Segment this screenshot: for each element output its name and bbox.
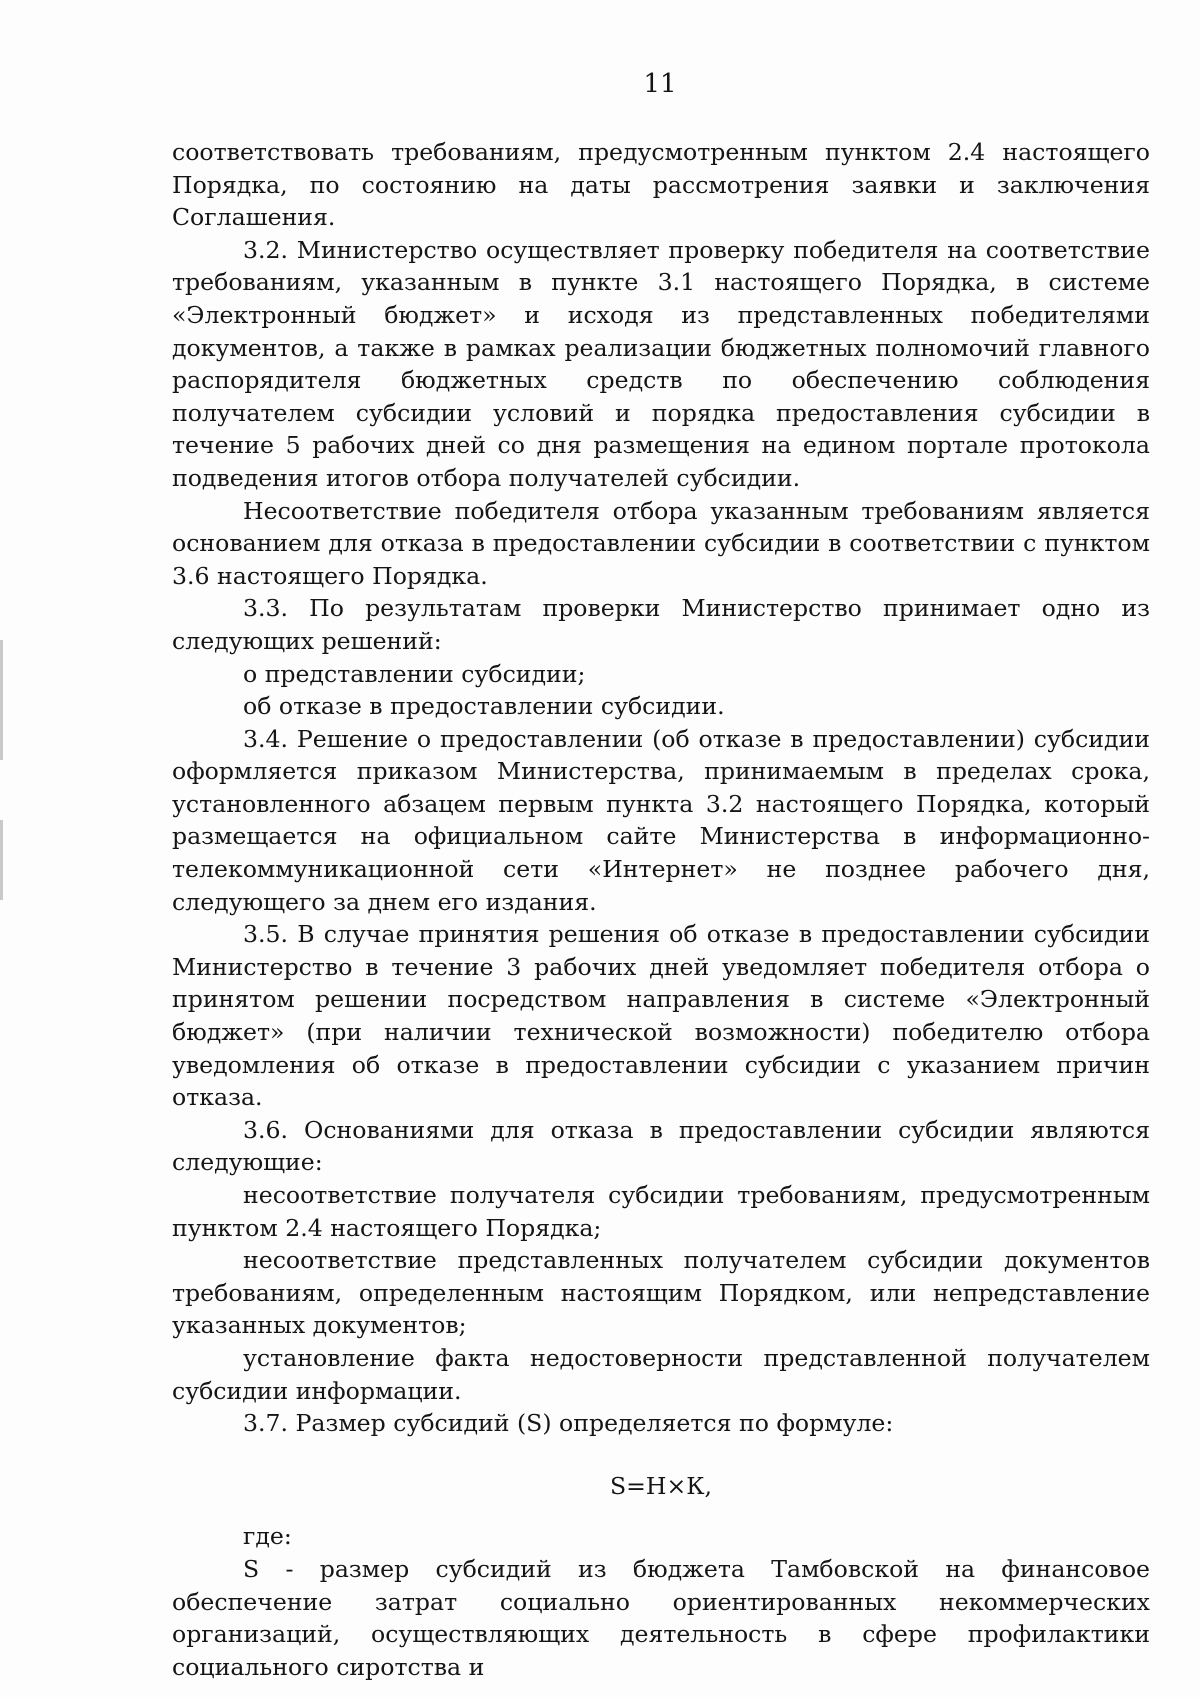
paragraph-3-4: 3.4. Решение о предоставлении (об отказе в предоставлении) субсидии оформляется приказом Министерства, принимаемым в пределах срока, установленного абзацем первым пункта 3.2 настоящего Порядка, который размещается на официальном сайте Министерства в информационно-телекоммуникационной сети «Интернет» не позднее рабочего дня, следующего за днем его издания. — [172, 724, 1150, 916]
paragraph-3-6: 3.6. Основаниями для отказа в предоставлении субсидии являются следующие: — [172, 1115, 1150, 1177]
scan-edge-mark — [0, 820, 3, 900]
page-number: 11 — [643, 69, 677, 99]
paragraph-3-5: 3.5. В случае принятия решения об отказе в предоставлении субсидии Министерство в течение 3 рабочих дней уведомляет победителя отбора о принятом решении посредством направления в системе «Электронный бюджет» (при наличии технической возможности) победителю отбора уведомления об отказе в предоставлении субсидии с указанием причин отказа. — [172, 920, 1150, 1112]
formula: S=Н×К, — [609, 1471, 713, 1500]
paragraph-3-7: 3.7. Размер субсидий (S) определяется по формуле: — [243, 1409, 894, 1438]
list-item-grant: о представлении субсидии; — [243, 659, 586, 688]
document-body — [172, 136, 1150, 1683]
paragraph-continuation: соответствовать требованиям, предусмотренным пунктом 2.4 настоящего Порядка, по состоянию на даты рассмотрения заявки и заключения Соглашения. — [172, 138, 1150, 232]
paragraph-3-2: 3.2. Министерство осуществляет проверку победителя на соответствие требованиям, указанным в пункте 3.1 настоящего Порядка, в системе «Электронный бюджет» и исходя из представленных победителями документов, а также в рамках реализации бюджетных полномочий главного распорядителя бюджетных средств по обеспечению соблюдения получателем субсидии условий и порядка предоставления субсидии в течение 5 рабочих дней со дня размещения на едином портале протокола подведения итогов отбора получателей субсидии. — [172, 235, 1150, 492]
where-label: где: — [243, 1522, 292, 1551]
scan-edge-mark — [0, 640, 3, 760]
list-item-reason-2: несоответствие представленных получателем субсидии документов требованиям, определенным настоящим Порядком, или непредставление указанных документов; — [172, 1246, 1150, 1340]
list-item-reason-1: несоответствие получателя субсидии требованиям, предусмотренным пунктом 2.4 настоящего Порядка; — [172, 1181, 1150, 1242]
paragraph-s-definition: S - размер субсидий из бюджета Тамбовской на финансовое обеспечение затрат социально ориентированных некоммерческих организаций, осуществляющих деятельность в сфере профилактики социального сиротства и — [172, 1554, 1150, 1681]
paragraph-3-3: 3.3. По результатам проверки Министерство принимает одно из следующих решений: — [172, 594, 1150, 655]
list-item-refusal: об отказе в предоставлении субсидии. — [243, 692, 725, 721]
paragraph-noncompliance: Несоответствие победителя отбора указанным требованиям является основанием для отказа в предоставлении субсидии в соответствии с пунктом 3.6 настоящего Порядка. — [172, 496, 1150, 590]
list-item-reason-3: установление факта недостоверности представленной получателем субсидии информации. — [172, 1343, 1150, 1405]
